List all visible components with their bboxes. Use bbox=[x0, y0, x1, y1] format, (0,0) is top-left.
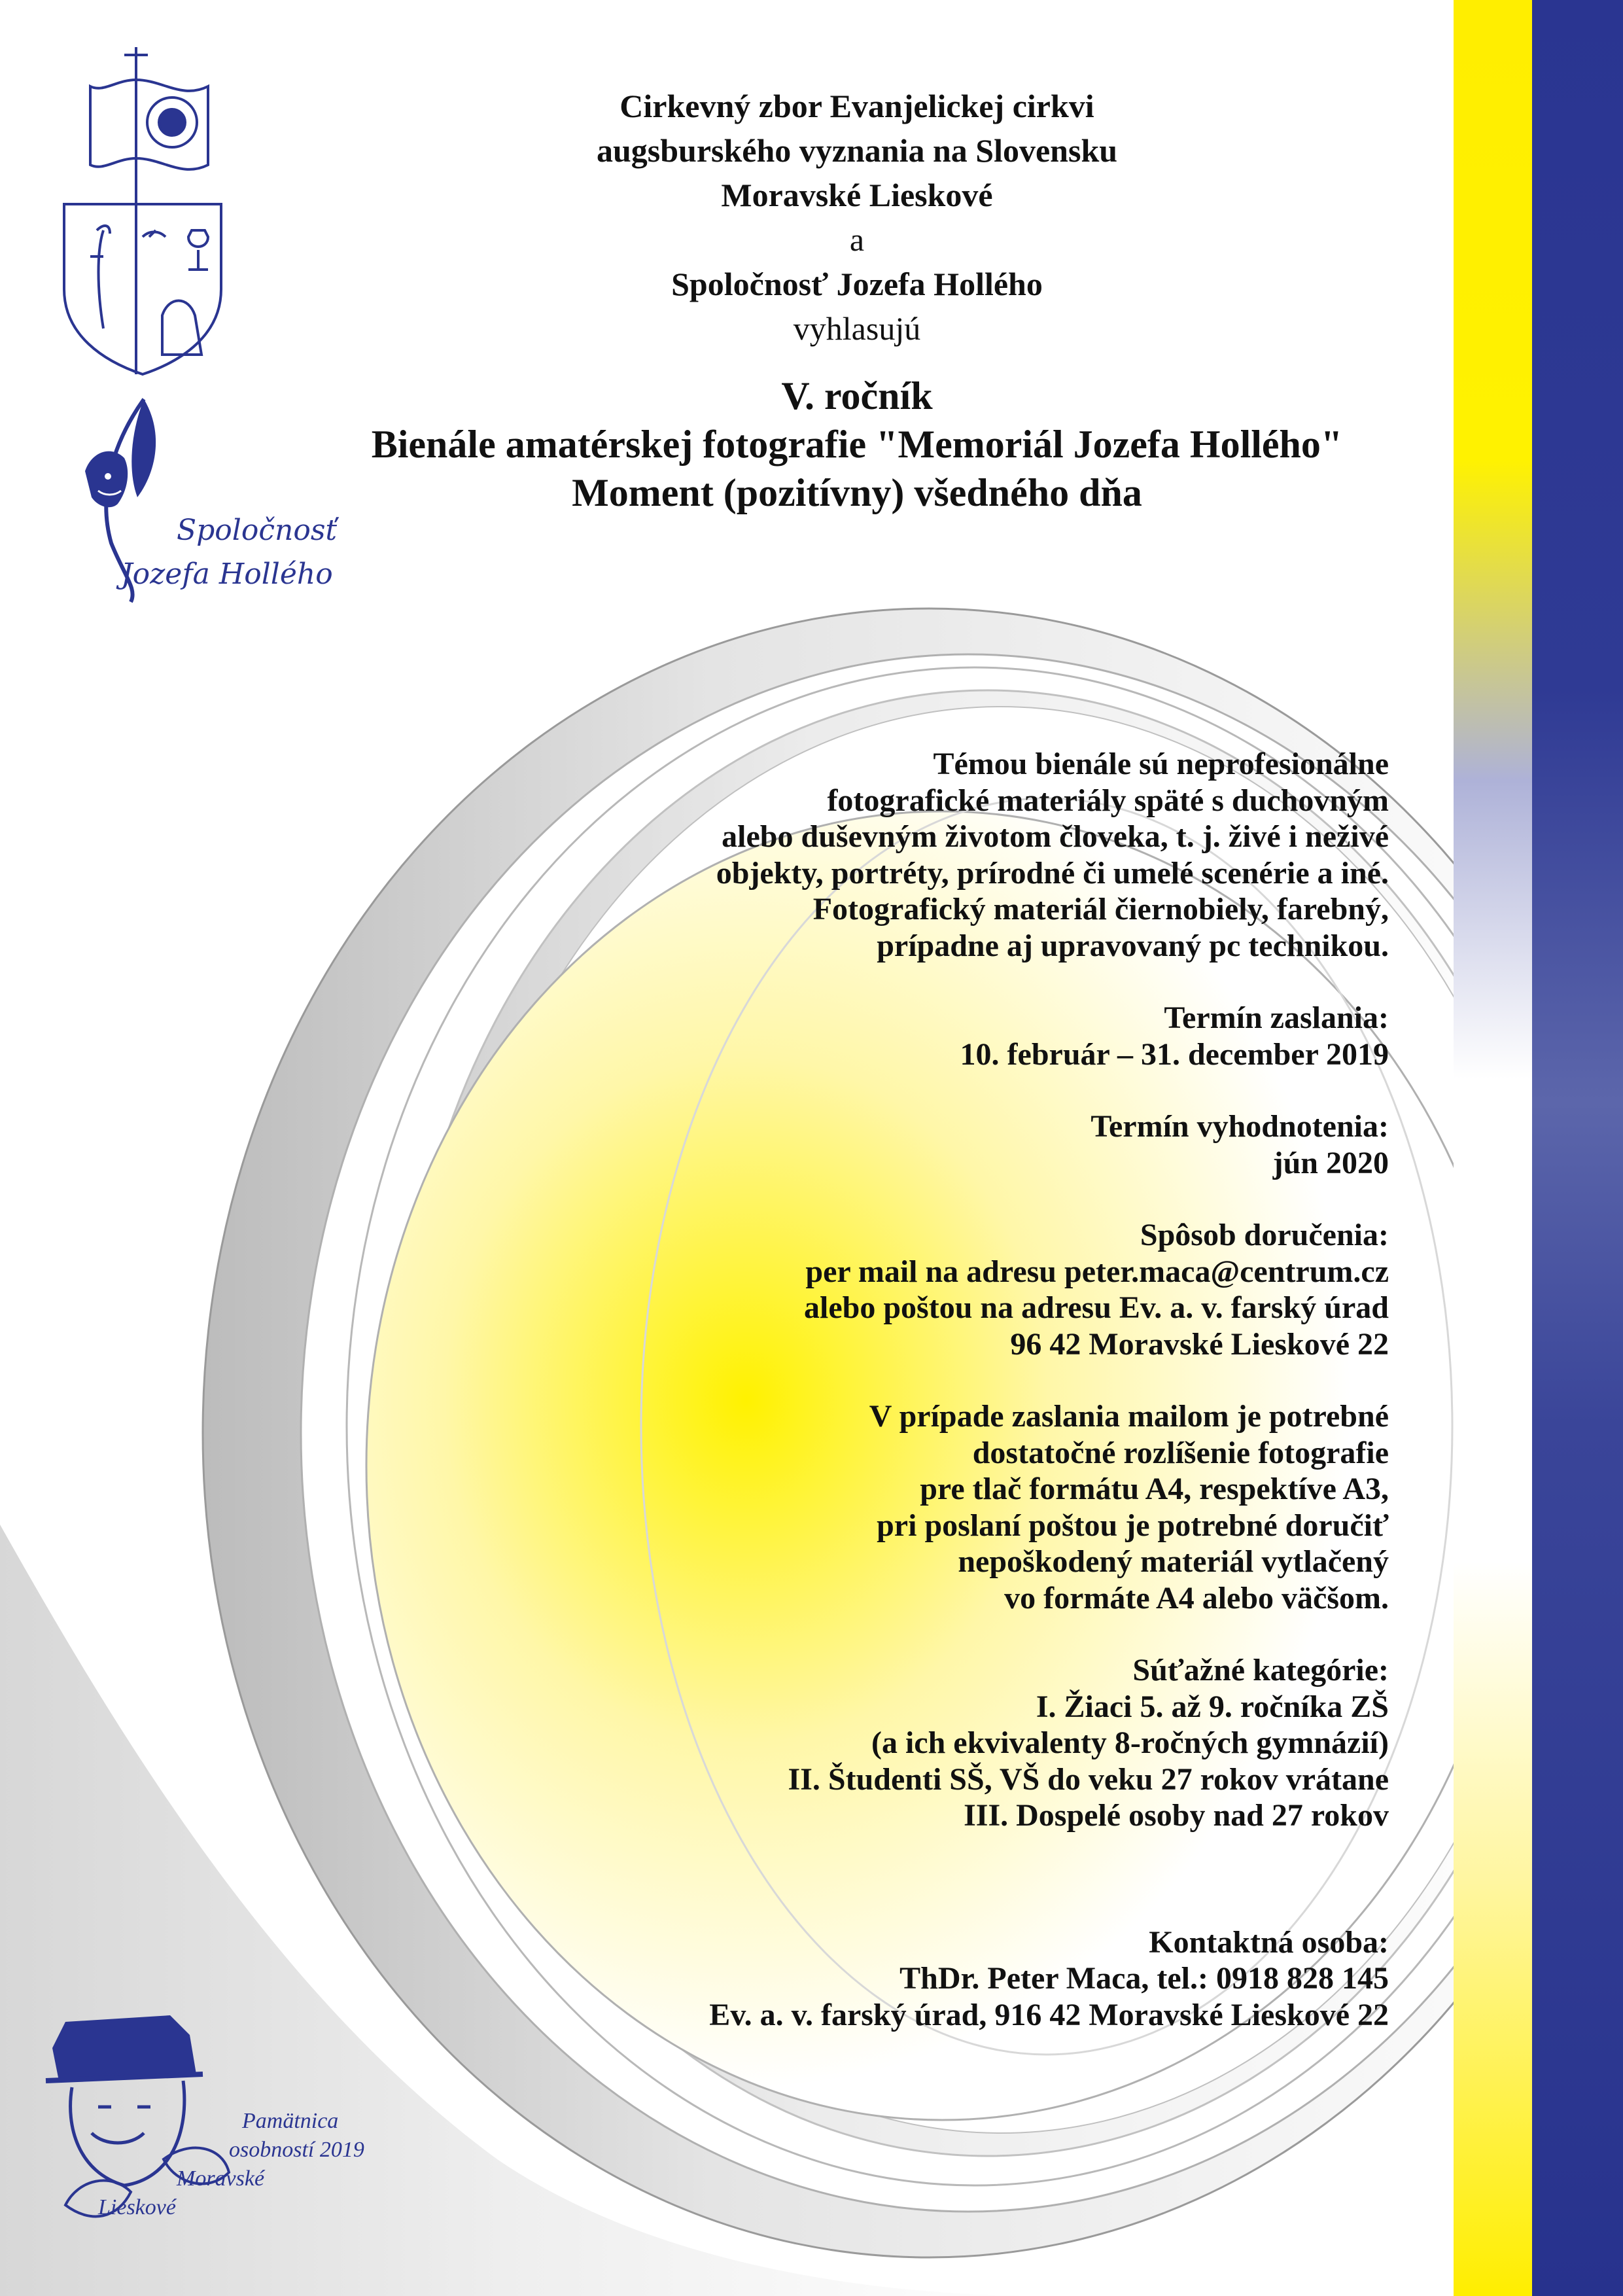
delivery-address: 96 42 Moravské Lieskové 22 bbox=[1010, 1326, 1389, 1362]
organizers-header bbox=[275, 84, 1439, 351]
theme-line: prípadne aj upravovaný pc technikou. bbox=[877, 928, 1389, 963]
header-line2: augsburského vyznania na Slovensku bbox=[596, 132, 1118, 169]
evaluation-label: Termín vyhodnotenia: bbox=[1091, 1109, 1389, 1144]
header-line4: a bbox=[849, 221, 865, 258]
category-item: (a ich ekvivalenty 8-ročných gymnázií) bbox=[871, 1725, 1389, 1760]
requirement-line: vo formáte A4 alebo väčšom. bbox=[1004, 1580, 1389, 1616]
delivery-post: alebo poštou na adresu Ev. a. v. farský úrad bbox=[804, 1290, 1389, 1325]
society-name-line1: Spoločnosť bbox=[177, 514, 338, 547]
requirement-line: nepoškodený materiál vytlačený bbox=[958, 1544, 1389, 1579]
contact-label: Kontaktná osoba: bbox=[1149, 1924, 1389, 1960]
category-item: III. Dospelé osoby nad 27 rokov bbox=[964, 1798, 1389, 1833]
delivery-email: per mail na adresu peter.maca@centrum.cz bbox=[805, 1254, 1389, 1289]
requirement-line: pre tlač formátu A4, respektíve A3, bbox=[920, 1472, 1389, 1506]
requirement-line: dostatočné rozlíšenie fotografie bbox=[972, 1435, 1389, 1470]
delivery-label: Spôsob doručenia: bbox=[1140, 1218, 1389, 1252]
memorial-caption bbox=[98, 2107, 373, 2222]
society-name-line2: Jozefa Hollého bbox=[121, 557, 333, 591]
memorial-caption-line2: osobností 2019 bbox=[229, 2138, 364, 2162]
header-line3: Moravské Lieskové bbox=[721, 177, 993, 213]
title-line2: Bienále amatérskej fotografie "Memoriál Jozefa Hollého" bbox=[371, 423, 1343, 466]
category-item: II. Študenti SŠ, VŠ do veku 27 rokov vrátane bbox=[788, 1761, 1389, 1797]
memorial-caption-line3: Moravské bbox=[177, 2166, 265, 2191]
evaluation-date: jún 2020 bbox=[1272, 1145, 1389, 1180]
requirement-line: V prípade zaslania mailom je potrebné bbox=[869, 1399, 1389, 1434]
announcement-body bbox=[394, 746, 1389, 2033]
title-line1: V. ročník bbox=[781, 374, 933, 417]
blue-stripe bbox=[1532, 0, 1623, 2296]
theme-line: fotografické materiály späté s duchovným bbox=[827, 783, 1389, 818]
contact-person: ThDr. Peter Maca, tel.: 0918 828 145 bbox=[899, 1961, 1389, 1996]
theme-line: alebo duševným životom človeka, t. j. živé i neživé bbox=[722, 819, 1389, 854]
header-line5: Spoločnosť Jozefa Hollého bbox=[671, 266, 1043, 302]
categories-label: Súťažné kategórie: bbox=[1132, 1653, 1389, 1687]
theme-line: objekty, portréty, prírodné či umelé scenérie a iné. bbox=[716, 855, 1389, 891]
requirement-line: pri poslaní poštou je potrebné doručiť bbox=[877, 1508, 1389, 1543]
yellow-stripe bbox=[1454, 0, 1532, 2296]
theme-line: Fotografický materiál čiernobiely, farebný, bbox=[812, 892, 1389, 927]
title-line3: Moment (pozitívny) všedného dňa bbox=[572, 471, 1142, 514]
church-coat-of-arms-icon bbox=[51, 41, 234, 381]
header-line1: Cirkevný zbor Evanjelickej cirkvi bbox=[620, 88, 1094, 124]
category-item: I. Žiaci 5. až 9. ročníka ZŠ bbox=[1036, 1689, 1389, 1724]
memorial-caption-line1: Pamätnica bbox=[242, 2109, 339, 2133]
contact-address: Ev. a. v. farský úrad, 916 42 Moravské Lieskové 22 bbox=[709, 1997, 1389, 2032]
submission-dates: 10. február – 31. december 2019 bbox=[960, 1036, 1389, 1072]
event-title bbox=[275, 372, 1439, 517]
header-line6: vyhlasujú bbox=[793, 310, 921, 347]
theme-line: Témou bienále sú neprofesionálne bbox=[933, 747, 1389, 781]
submission-label: Termín zaslania: bbox=[1164, 1000, 1389, 1035]
memorial-caption-line4: Lieskové bbox=[98, 2195, 176, 2219]
